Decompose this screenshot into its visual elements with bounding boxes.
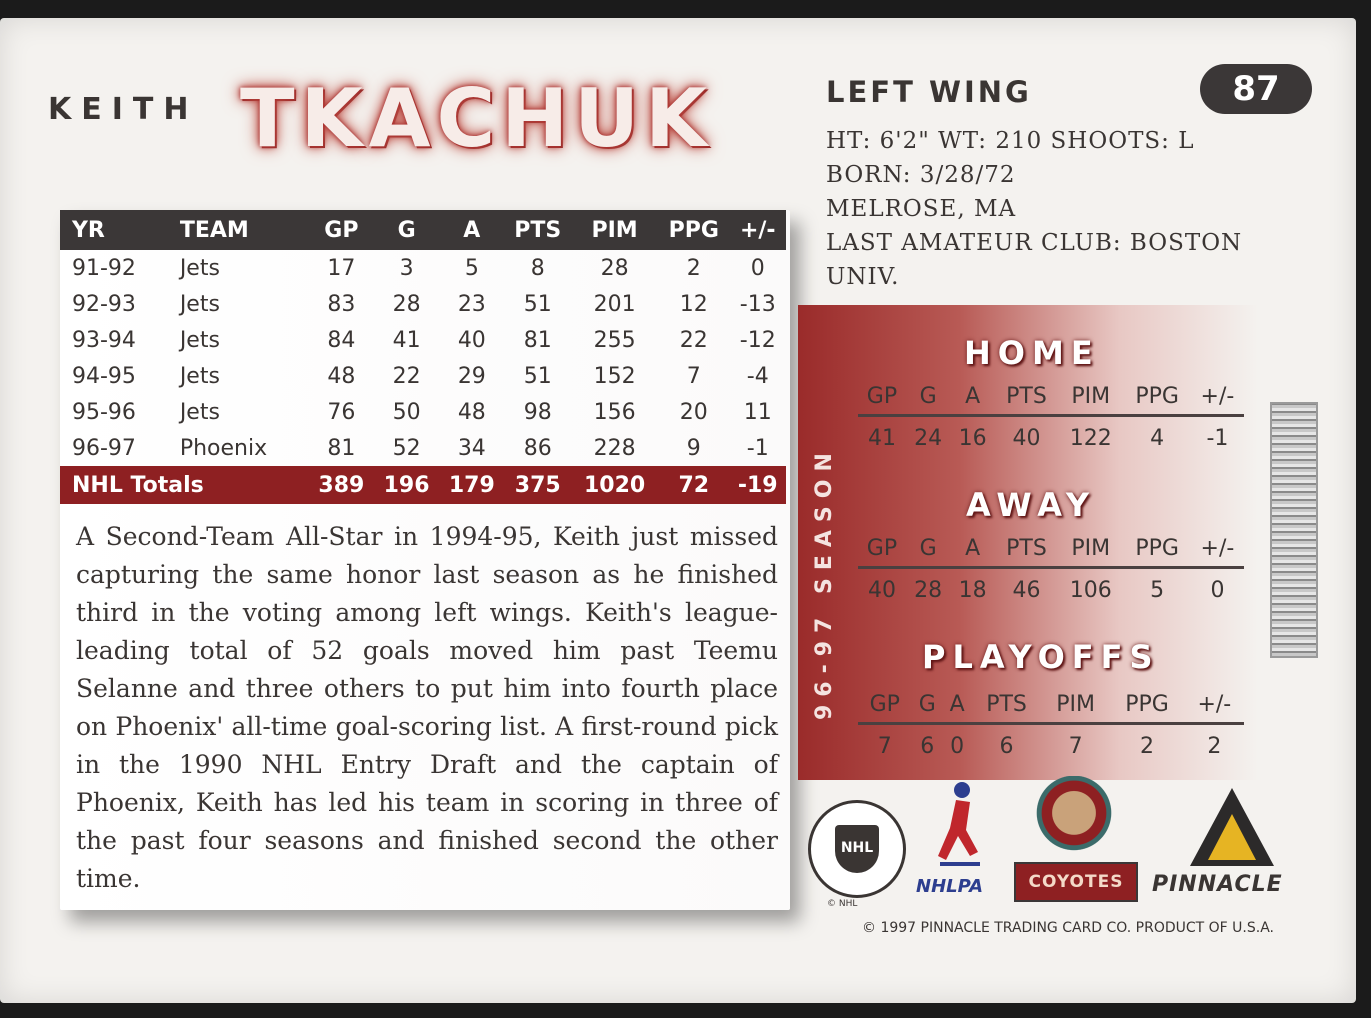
table-cell: 228 — [593, 435, 636, 461]
nhl-copyright: © NHL — [827, 899, 858, 909]
stat-value: 6 — [999, 733, 1014, 759]
stat-value: 46 — [1012, 577, 1041, 603]
stat-value: 5 — [1150, 577, 1165, 603]
col-header: PTS — [971, 686, 1042, 724]
stat-value: 7 — [1068, 733, 1083, 759]
table-cell: 93-94 — [72, 327, 136, 353]
stat-value: 4 — [1150, 425, 1165, 451]
table-cell: 0 — [750, 255, 765, 281]
col-header: PPG — [1109, 686, 1184, 724]
col-header: G — [911, 686, 943, 724]
col-header: PIM — [1058, 378, 1123, 416]
table-cell: 201 — [593, 291, 636, 317]
table-cell: 40 — [457, 327, 486, 353]
col-header: PIM — [591, 217, 638, 243]
col-header: A — [943, 686, 971, 724]
totals-cell: 72 — [678, 472, 710, 498]
table-cell: 96-97 — [72, 435, 136, 461]
table-row — [60, 430, 786, 466]
col-header: PIM — [1042, 686, 1109, 724]
table-cell: 83 — [327, 291, 356, 317]
nhl-logo — [808, 800, 906, 909]
away-values-row — [858, 568, 1244, 612]
last-club: LAST AMATEUR CLUB: BOSTON — [826, 230, 1243, 256]
stat-value: 0 — [1210, 577, 1225, 603]
table-cell: 8 — [530, 255, 545, 281]
table-cell: 152 — [593, 363, 636, 389]
coyotes-logo — [1012, 776, 1136, 902]
table-row — [60, 286, 786, 322]
hometown: MELROSE, MA — [826, 196, 1017, 222]
table-cell: 48 — [327, 363, 356, 389]
table-cell: 94-95 — [72, 363, 136, 389]
table-cell: -12 — [739, 327, 776, 353]
playoffs-values-row — [858, 724, 1244, 768]
last-name: TKACHUK — [240, 72, 714, 165]
table-cell: Jets — [179, 255, 220, 281]
home-stats — [858, 378, 1244, 459]
table-cell: 7 — [686, 363, 701, 389]
stat-value: 40 — [867, 577, 896, 603]
stat-value: 6 — [920, 733, 935, 759]
col-header: GP — [858, 530, 906, 568]
col-header: PIM — [1058, 530, 1123, 568]
playoffs-stats — [858, 686, 1244, 767]
born: BORN: 3/28/72 — [826, 162, 1016, 188]
career-stats-table — [60, 210, 786, 504]
col-header: +/- — [739, 217, 776, 243]
col-header: PPG — [1123, 530, 1191, 568]
last-club-cont: UNIV. — [826, 264, 900, 290]
col-header: +/- — [1191, 530, 1244, 568]
table-cell: -1 — [746, 435, 769, 461]
table-row — [60, 394, 786, 430]
table-row — [60, 358, 786, 394]
stat-value: 2 — [1140, 733, 1154, 759]
stat-value: 28 — [914, 577, 943, 603]
table-cell: 29 — [457, 363, 486, 389]
table-cell: Jets — [179, 363, 220, 389]
bio-text: A Second-Team All-Star in 1994-95, Keith just missed capturing the same honor last season as he finished third in the voting among left wings. Keith's league-leading total of 52 goals moved him past Teemu Selanne and three others to put him into fourth place on Phoenix' all-time goal-scoring list. A first-round pick in the 1990 NHL Entry Draft and the captain of Phoenix, Keith has led his team in scoring in three of the past four seasons and finished second the other time. — [76, 522, 778, 893]
stat-value: 0 — [950, 733, 965, 759]
pinnacle-triangle-inner-icon — [1208, 814, 1256, 860]
col-header: GP — [858, 686, 911, 724]
col-header: +/- — [1191, 378, 1244, 416]
season-label: 96-97 SEASON — [812, 445, 837, 720]
col-header: A — [463, 217, 481, 243]
col-header: YR — [72, 217, 105, 243]
stat-value: 7 — [877, 733, 892, 759]
table-cell: 28 — [600, 255, 629, 281]
table-cell: 17 — [327, 255, 356, 281]
away-header-row — [858, 530, 1244, 568]
table-cell: 28 — [392, 291, 421, 317]
table-cell: 2 — [686, 255, 701, 281]
playoffs-header-row — [858, 686, 1244, 724]
table-cell: 95-96 — [72, 399, 136, 425]
table-header — [60, 210, 786, 250]
nhlpa-text: NHLPA — [916, 876, 984, 897]
home-values-row — [858, 416, 1244, 460]
position: LEFT WING — [826, 75, 1032, 109]
totals-row — [60, 466, 786, 504]
skater-icon — [930, 780, 986, 870]
table-cell: 12 — [679, 291, 708, 317]
col-header: A — [950, 530, 994, 568]
stat-value: 2 — [1207, 733, 1222, 759]
home-title: HOME — [964, 334, 1100, 372]
hologram-strip — [1270, 402, 1318, 658]
stat-value: 106 — [1069, 577, 1112, 603]
table-cell: 98 — [523, 399, 552, 425]
table-cell: 156 — [593, 399, 636, 425]
table-cell: 34 — [457, 435, 486, 461]
table-cell: Jets — [179, 399, 220, 425]
col-header: A — [950, 378, 994, 416]
col-header: G — [906, 530, 950, 568]
stat-value: 18 — [958, 577, 987, 603]
col-header: TEAM — [179, 217, 249, 243]
table-cell: -13 — [739, 291, 776, 317]
table-cell: 51 — [523, 291, 552, 317]
col-header: G — [906, 378, 950, 416]
coyote-icon — [1032, 776, 1116, 858]
table-cell: 86 — [523, 435, 552, 461]
home-header-row — [858, 378, 1244, 416]
first-name: KEITH — [48, 92, 199, 127]
stat-value: 41 — [867, 425, 896, 451]
stat-value: 16 — [958, 425, 987, 451]
table-cell: 20 — [679, 399, 708, 425]
table-row — [60, 322, 786, 358]
table-cell: 84 — [327, 327, 356, 353]
playoffs-title: PLAYOFFS — [922, 638, 1160, 676]
table-cell: 48 — [457, 399, 486, 425]
col-header: G — [397, 217, 416, 243]
col-header: PTS — [514, 217, 562, 243]
stat-value: 24 — [914, 425, 943, 451]
pinnacle-logo — [1150, 788, 1320, 900]
jersey-number: 87 — [1200, 64, 1312, 114]
totals-cell: 1020 — [583, 472, 646, 498]
table-cell: 22 — [392, 363, 421, 389]
table-cell: 52 — [392, 435, 421, 461]
table-cell: 81 — [523, 327, 552, 353]
table-cell: 41 — [392, 327, 421, 353]
totals-cell: 375 — [514, 472, 561, 498]
table-cell: 50 — [392, 399, 421, 425]
col-header: PTS — [995, 530, 1058, 568]
table-cell: 23 — [457, 291, 486, 317]
totals-cell: 196 — [383, 472, 430, 498]
col-header: +/- — [1185, 686, 1244, 724]
col-header: PPG — [668, 217, 719, 243]
table-cell: 11 — [743, 399, 772, 425]
col-header: GP — [324, 217, 359, 243]
table-cell: 9 — [686, 435, 701, 461]
col-header: PTS — [995, 378, 1058, 416]
copyright-text: © 1997 PINNACLE TRADING CARD CO. PRODUCT OF U.S.A. — [862, 920, 1274, 936]
height-weight: HT: 6'2" WT: 210 SHOOTS: L — [826, 128, 1195, 154]
away-title: AWAY — [966, 486, 1097, 524]
totals-cell: 179 — [448, 472, 495, 498]
nhl-shield-icon: NHL — [835, 825, 879, 873]
table-cell: 5 — [464, 255, 479, 281]
stat-value: 122 — [1069, 425, 1112, 451]
away-stats — [858, 530, 1244, 611]
table-cell: 255 — [593, 327, 636, 353]
totals-cell: -19 — [737, 472, 778, 498]
totals-label: NHL Totals — [72, 472, 204, 498]
stat-value: -1 — [1206, 425, 1229, 451]
table-cell: 81 — [327, 435, 356, 461]
table-cell: 3 — [399, 255, 414, 281]
stat-value: 40 — [1012, 425, 1041, 451]
table-cell: Phoenix — [179, 435, 268, 461]
table-cell: 91-92 — [72, 255, 136, 281]
table-cell: 22 — [679, 327, 708, 353]
totals-cell: 389 — [318, 472, 365, 498]
table-cell: -4 — [746, 363, 769, 389]
table-cell: 92-93 — [72, 291, 136, 317]
col-header: GP — [858, 378, 906, 416]
table-row — [60, 250, 786, 286]
player-info — [826, 124, 1296, 294]
nhlpa-logo — [912, 780, 1002, 900]
coyotes-text: COYOTES — [1014, 862, 1138, 902]
table-cell: Jets — [179, 327, 220, 353]
pinnacle-text: PINNACLE — [1152, 872, 1283, 897]
table-cell: 51 — [523, 363, 552, 389]
table-cell: Jets — [179, 291, 220, 317]
col-header: PPG — [1123, 378, 1191, 416]
table-cell: 76 — [327, 399, 356, 425]
